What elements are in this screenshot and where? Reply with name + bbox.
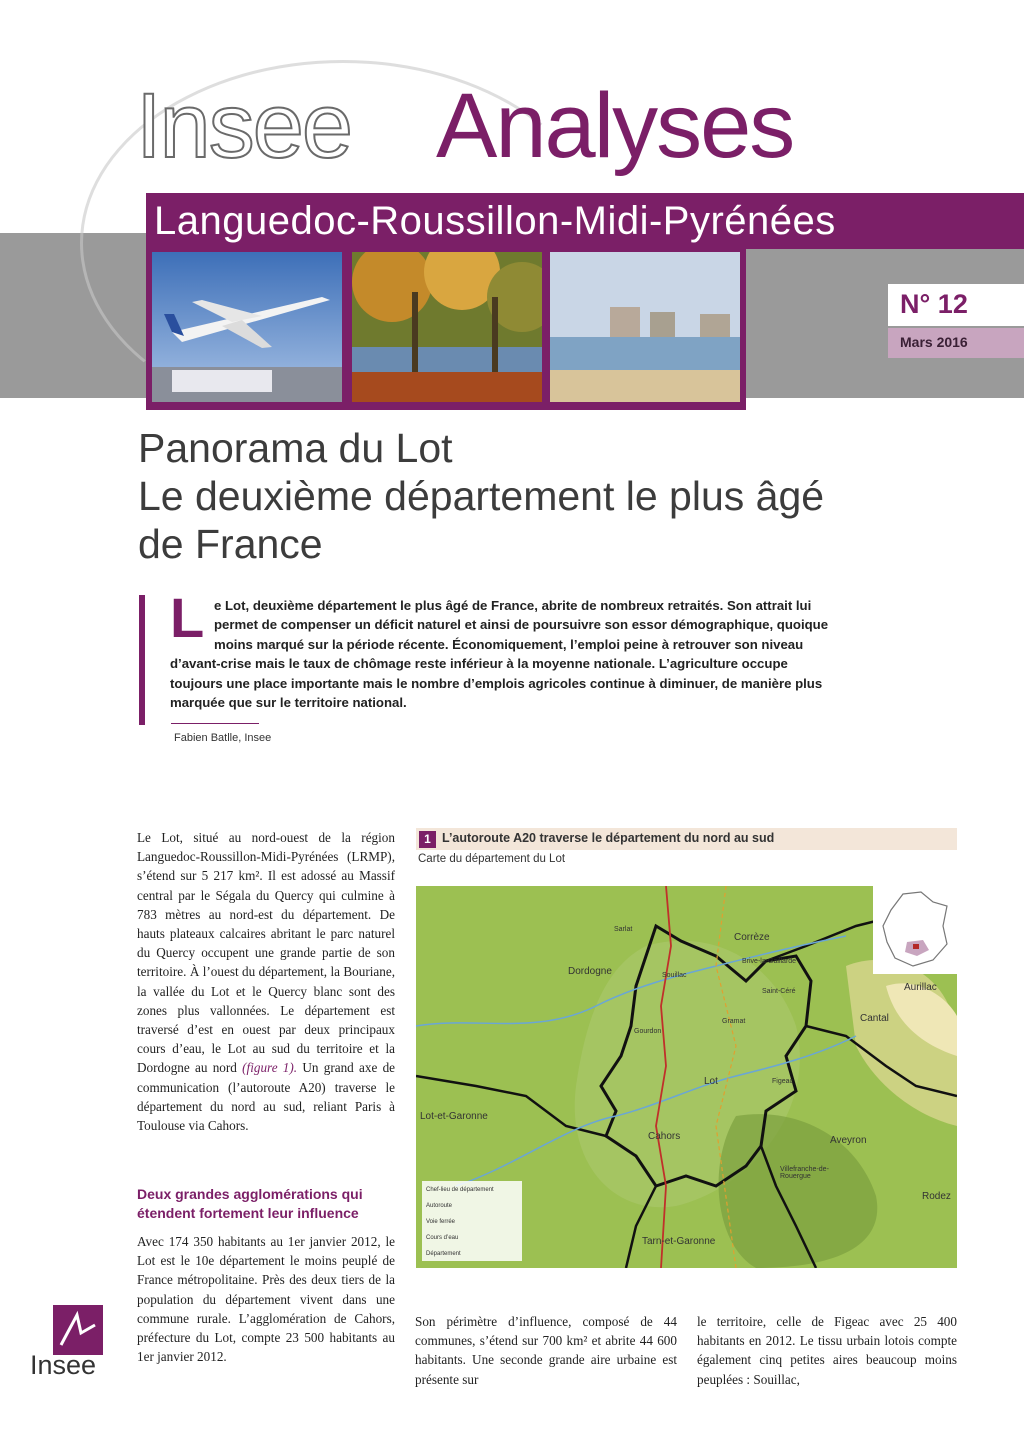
photo-beach [550,252,740,402]
article-title [138,424,824,568]
lede-line-6: marquée que sur le territoire national. [170,695,407,711]
figure-title: L’autoroute A20 traverse le département du nord au sud [442,831,775,845]
author-divider [171,723,259,724]
legend-item-railway: Voie ferrée [426,1219,456,1225]
issue-number: N° 12 [900,289,968,319]
lede-line-3: moins marqué sur la période récente. Économiquement, l’emploi peine à retrouver son niveau [214,636,804,652]
map-label-gourdon: Gourdon [634,1028,662,1035]
map-label-rodez: Rodez [922,1191,951,1202]
lede-line-4: d’avant-crise mais le taux de chômage reste inférieur à la moyenne nationale. L’agriculture occupe [170,656,788,672]
body-column-3: le territoire, celle de Figeac avec 25 400 habitants en 2012. Le tissu urbain lotois compte également cinq petites aires beaucoup moins peuplées : Souillac, [697,1314,957,1387]
lot-department-map [416,886,957,1268]
map-label-cantal: Cantal [860,1013,889,1024]
legend-item-river: Cours d’eau [426,1235,459,1241]
lede-dropcap: L [170,586,205,649]
map-label-saint-cere: Saint-Céré [762,988,796,995]
map-label-lot: Lot [704,1076,718,1087]
title-line-3: de France [138,521,323,567]
map-label-sarlat: Sarlat [614,926,633,933]
photo-canal [352,252,542,402]
map-label-aurillac: Aurillac [904,982,937,993]
map-label-cahors: Cahors [648,1131,681,1142]
map-label-villefranche: Villefranche-de-Rouergue [780,1166,829,1180]
figure-subtitle: Carte du département du Lot [418,853,566,865]
map-label-souillac: Souillac [662,972,687,979]
body-column-2: Son périmètre d’influence, composé de 44 communes, s’étend sur 700 km² et abrite 44 600 habitants. Une seconde grande aire urbaine est présente sur [415,1314,677,1387]
insee-logo-mark [53,1305,103,1355]
brand-analyses-wordmark: Analyses [436,75,794,177]
lede-paragraph [170,596,910,712]
figure-reference-link[interactable]: (figure 1). [242,1060,298,1076]
section-subheading: Deux grandes agglomérations qui étendent fortement leur influence [137,1186,363,1221]
intro-paragraph-end: Un grand axe de communication (l’autoroute A20) traverse le département du nord au sud, reliant Paris à Toulouse via Cahors. [137,1060,396,1134]
intro-paragraph: Le Lot, situé au nord-ouest de la région Languedoc-Roussillon-Midi-Pyrénées (LRMP), s’étend sur 5 217 km². Il est adossé au Massif central par le Ségala du Quercy qui culmine à 783 mètres au nord-est du département. De hauts plateaux calcaires abritant le parc naturel du Quercy occupent une grande partie de son territoire. À l’ouest du département, la Bouriane, la vallée du Lot et le Quercy blanc sont des zones plus vallonnées. Le département est traversé d’est en ouest par deux principaux cours d’eau, le Lot au sud du territoire et la Dordogne au nord [137,830,395,1076]
issue-date: Mars 2016 [900,334,968,350]
photo-airplane [152,252,342,402]
map-label-correze: Corrèze [734,932,770,943]
map-label-tarn-et-garonne: Tarn-et-Garonne [642,1236,716,1247]
lede-line-1: e Lot, deuxième département le plus âgé de France, abrite de nombreux retraités. Son attrait lui [214,598,812,613]
legend-item-prefecture: Chef-lieu de département [426,1187,494,1193]
body-column-1-part-2: Avec 174 350 habitants au 1er janvier 2012, le Lot est le 10e département le moins peuplé de France métropolitaine. Près des deux tiers de la population du département vivent dans une commune rurale. L’agglomération de Cahors, préfecture du Lot, compte 23 500 habitants au 1er janvier 2012. [137,1234,395,1365]
map-label-aveyron: Aveyron [830,1135,867,1146]
issue-date-box [888,328,1024,358]
lede-accent-bar [139,595,145,725]
map-label-figeac: Figeac [772,1078,794,1085]
title-line-2: Le deuxième département le plus âgé [138,473,825,519]
map-label-lot-et-garonne: Lot-et-Garonne [420,1111,488,1122]
brand-insee-wordmark: Insee [136,75,352,177]
body-column-1 [137,828,395,1135]
legend-item-department: Département [426,1251,461,1257]
lede-line-5: toujours une place importante mais le nombre d’emplois agricoles continue à diminuer, de manière plus [170,675,823,691]
map-legend [422,1181,522,1261]
insee-logo-text: Insee [30,1350,97,1380]
map-label-brive: Brive-la-Gaillarde [742,958,797,965]
map-label-gramat: Gramat [722,1018,746,1025]
figure-number-badge: 1 [419,831,436,848]
france-inset-map [873,886,957,974]
lede-line-2: permet de compenser un déficit naturel et ainsi de poursuivre son essor démographique, quoique [214,617,829,633]
region-name: Languedoc-Roussillon-Midi-Pyrénées [154,199,836,243]
map-label-dordogne: Dordogne [568,966,612,977]
legend-item-motorway: Autoroute [426,1203,453,1209]
header-photo-strip [146,246,746,410]
author-name: Fabien Batlle, Insee [174,732,272,744]
title-line-1: Panorama du Lot [138,425,453,471]
